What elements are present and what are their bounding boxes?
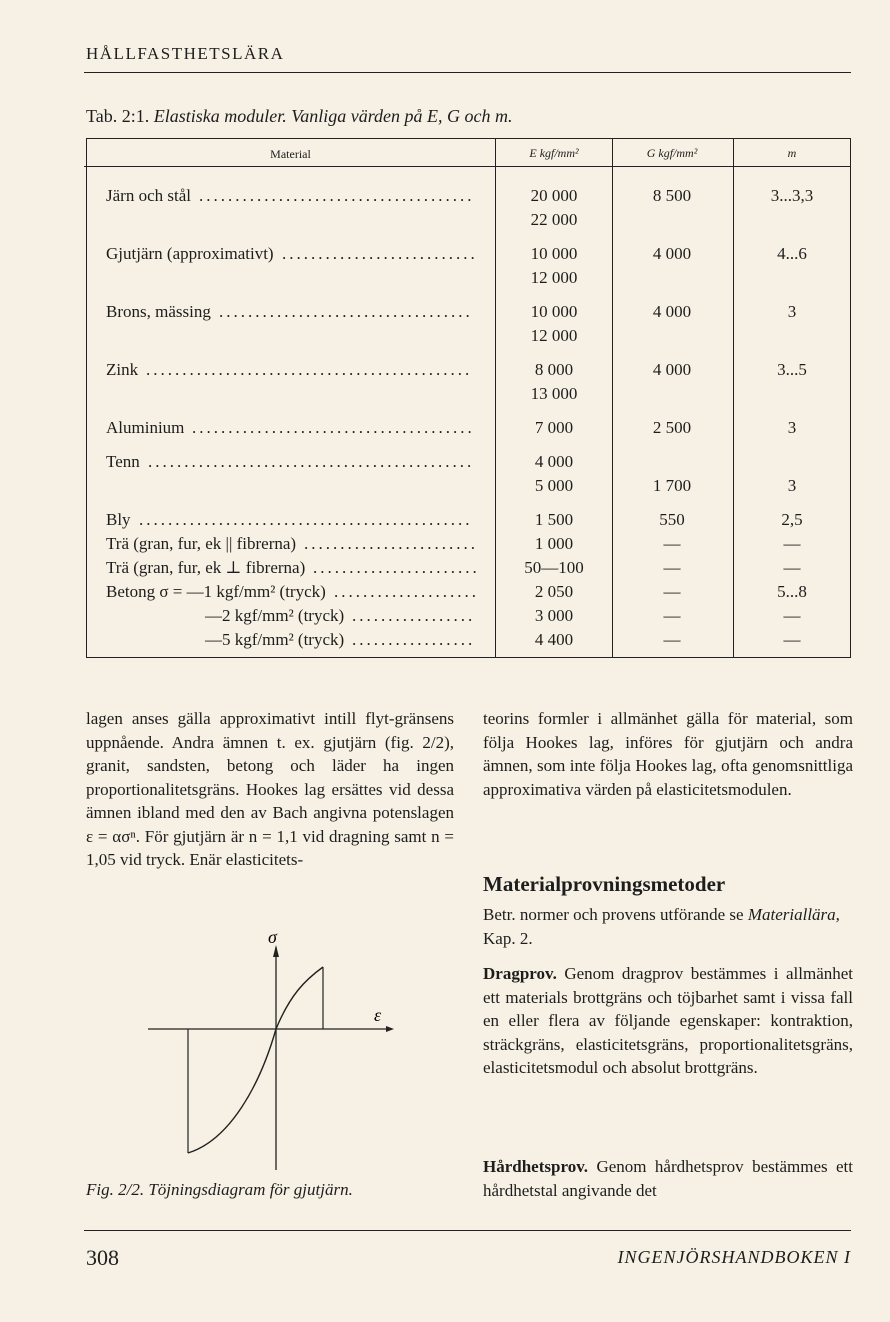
material-name: —5 kgf/mm² (tryck) [205, 630, 345, 649]
dot-leader: ........................ [304, 534, 478, 553]
epsilon-label: ε [374, 1005, 382, 1025]
dragprov-runin: Dragprov. [483, 964, 557, 983]
material-name: Trä (gran, fur, ek || fibrerna) [106, 534, 297, 553]
table-header-rule [84, 166, 851, 167]
m-value: 5...8 [777, 582, 807, 601]
e-value: 10 000 [530, 302, 578, 321]
material-name: Bly [106, 510, 131, 529]
stress-strain-figure [140, 925, 400, 1175]
g-value: — [663, 630, 681, 649]
col-divider-g [612, 138, 613, 658]
m-value: 3...5 [777, 360, 807, 379]
m-value: 4...6 [777, 244, 807, 263]
e-value: 1 500 [534, 510, 574, 529]
e-value: 20 000 [530, 186, 578, 205]
m-value: 3 [787, 418, 797, 437]
running-title: HÅLLFASTHETSLÄRA [86, 44, 285, 63]
g-value: — [663, 582, 681, 601]
m-value: — [783, 558, 801, 577]
e-value: 5 000 [534, 476, 574, 495]
table-caption-label: Tab. 2:1. [86, 106, 150, 126]
g-value: 550 [659, 510, 685, 529]
e-value: 7 000 [534, 418, 574, 437]
stress-strain-curve [188, 967, 323, 1153]
right-intro: teorins formler i allmänhet gälla för material, som följa Hookes lag, införes för gjutjärn och andra ämnen, som inte följa Hookes lag, ofta genomsnittliga approximativa värden på elasticitetsmodulen. [483, 709, 853, 799]
reference-book: Materiallära, [747, 905, 840, 924]
m-value: 3 [787, 302, 797, 321]
dot-leader: ................................... [219, 302, 473, 321]
book-title: INGENJÖRSHANDBOKEN I [617, 1247, 851, 1267]
e-value: 10 000 [530, 244, 578, 263]
m-value: 3 [787, 476, 797, 495]
section-reference [483, 903, 853, 950]
dot-leader: ................. [352, 630, 476, 649]
dragprov-paragraph [483, 962, 853, 1080]
table-caption [86, 106, 513, 127]
header-e: E kgf/mm² [529, 146, 579, 160]
dot-leader: ....................................... [192, 418, 475, 437]
g-value: 4 000 [652, 302, 692, 321]
figure-caption: Fig. 2/2. Töjningsdiagram för gjutjärn. [86, 1180, 353, 1199]
hardhetsprov-runin: Hårdhetsprov. [483, 1157, 589, 1176]
g-value: 2 500 [652, 418, 692, 437]
material-name: Brons, mässing [106, 302, 211, 321]
footer-rule [84, 1230, 851, 1231]
e-value: 4 000 [534, 452, 574, 471]
g-value: — [663, 558, 681, 577]
material-name: Zink [106, 360, 139, 379]
table-frame [86, 138, 851, 658]
col-divider-m [733, 138, 734, 658]
dot-leader: ....................... [313, 558, 480, 577]
dot-leader: .................... [334, 582, 479, 601]
reference-prefix: Betr. normer och provens utförande se [483, 905, 744, 924]
m-value: — [783, 630, 801, 649]
dot-leader: .............................................. [139, 510, 473, 529]
dot-leader: ............................................. [146, 360, 473, 379]
e-value: 8 000 [534, 360, 574, 379]
page-number: 308 [86, 1245, 119, 1270]
material-name: Tenn [106, 452, 140, 471]
e-value: 50—100 [524, 558, 584, 577]
e-value: 1 000 [534, 534, 574, 553]
hardhetsprov-paragraph [483, 1155, 853, 1202]
e-value: 12 000 [530, 326, 578, 345]
g-value: 1 700 [652, 476, 692, 495]
left-paragraph: lagen anses gälla approximativt intill flyt-gränsens uppnående. Andra ämnen t. ex. gjutjärn (fig. 2/2), granit, sandsten, betong och läder ha ingen proportionalitetsgräns. Hookes lag ersättes vid dessa ämnen ibland med den av Bach angivna potenslagen ε = ασⁿ. För gjutjärn är n = 1,1 vid dragning samt n = 1,05 vid tryck. Enär elasticitets- [86, 709, 454, 869]
m-value: 2,5 [781, 510, 803, 529]
g-value: — [663, 534, 681, 553]
material-name: —2 kgf/mm² (tryck) [205, 606, 345, 625]
material-name: Gjutjärn (approximativt) [106, 244, 274, 263]
g-value: 4 000 [652, 360, 692, 379]
material-name: Trä (gran, fur, ek ⊥ fibrerna) [106, 558, 306, 577]
dot-leader: ........................... [282, 244, 478, 263]
header-rule [84, 72, 851, 73]
dot-leader: ...................................... [199, 186, 475, 205]
header-g: G kgf/mm² [646, 146, 698, 160]
sigma-label: σ [268, 927, 277, 947]
e-value: 13 000 [530, 384, 578, 403]
hardhetsprov-text: Genom hårdhetsprov bestämmes ett hårdhetstal angivande det [483, 1157, 854, 1200]
header-material: Material [270, 147, 311, 161]
e-value: 3 000 [534, 606, 574, 625]
section-title: Materialprovningsmetoder [483, 872, 726, 896]
m-value: 3...3,3 [770, 186, 814, 205]
header-m: m [787, 146, 797, 160]
g-value: — [663, 606, 681, 625]
m-value: — [783, 606, 801, 625]
e-value: 2 050 [534, 582, 574, 601]
g-value: 8 500 [652, 186, 692, 205]
dot-leader: ............................................. [148, 452, 475, 471]
table-caption-text: Elastiska moduler. Vanliga värden på E, G och m. [153, 106, 513, 126]
dot-leader: ................. [352, 606, 476, 625]
material-name: Aluminium [106, 418, 185, 437]
dragprov-text: Genom dragprov bestämmes i allmänhet ett materials brottgräns och töjbarhet samt i vissa fall en eller flera av följande egenskaper: kontraktion, sträckgräns, elasticitetsgräns, proportionalitetsgräns, elasticitetsmodul och absolut brottgräns. [483, 964, 854, 1077]
material-name: Betong σ = —1 kgf/mm² (tryck) [106, 582, 326, 601]
x-axis-arrow [386, 1026, 394, 1032]
e-value: 12 000 [530, 268, 578, 287]
reference-suffix: Kap. 2. [483, 928, 533, 948]
m-value: — [783, 534, 801, 553]
material-name: Järn och stål [106, 186, 191, 205]
e-value: 22 000 [530, 210, 578, 229]
e-value: 4 400 [534, 630, 574, 649]
g-value: 4 000 [652, 244, 692, 263]
